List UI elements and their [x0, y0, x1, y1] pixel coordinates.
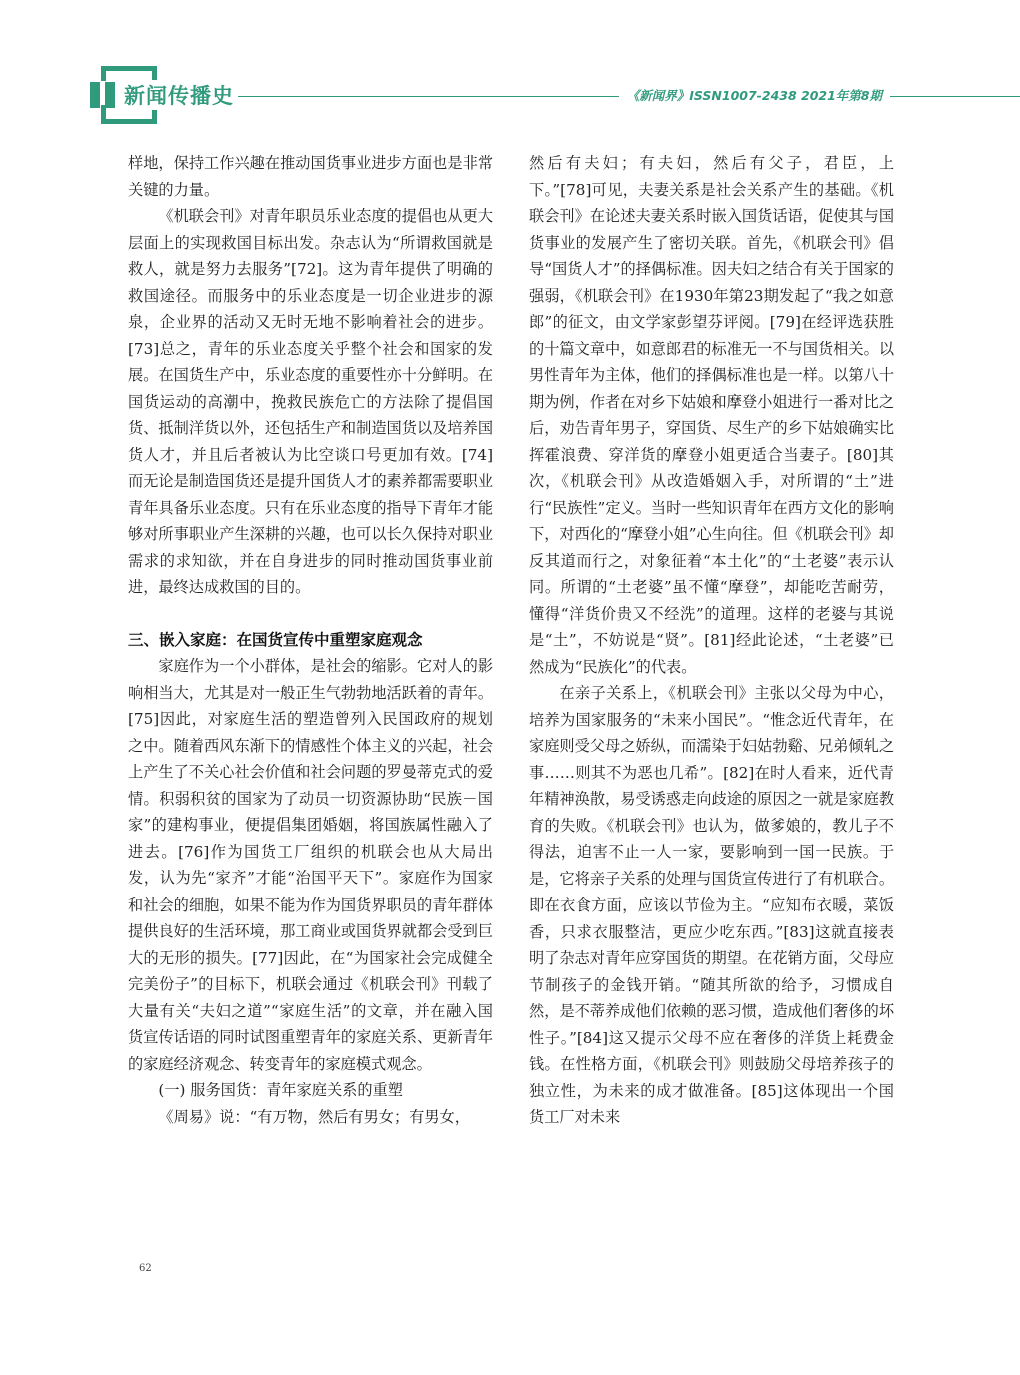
- subsection-heading: (一) 服务国货：青年家庭关系的重塑: [158, 1081, 403, 1099]
- left-column: [128, 150, 493, 1130]
- paragraph: 样地，保持工作兴趣在推动国货事业进步方面也是非常关键的力量。: [128, 154, 493, 199]
- paragraph: 家庭作为一个小群体，是社会的缩影。它对人的影响相当大，尤其是对一般正生气勃勃地活跃着的青年。[75]因此，对家庭生活的塑造曾列入民国政府的规划之中。随着西风东渐下的情感性个体主义的兴起，社会上产生了不关心社会价值和社会问题的罗曼蒂克式的爱情。积弱积贫的国家为了动员一切资源协助“民族－国家”的建构事业，便提倡集团婚姻，将国族属性融入了进去。[76]作为国货工厂组织的机联会也从大局出发，认为先“家齐”才能“治国平天下”。家庭作为国家和社会的细胞，如果不能为作为国货界职员的青年群体提供良好的生活环境，那工商业或国货界就都会受到巨大的无形的损失。[77]因此，在“为国家社会完成健全完美份子”的目标下，机联会通过《机联会刊》刊载了大量有关“夫妇之道”“家庭生活”的文章，并在融入国货宣传话语的同时试图重塑青年的家庭关系、更新青年的家庭经济观念、转变青年的家庭模式观念。: [128, 657, 493, 1073]
- section-name: 新闻传播史: [124, 80, 238, 110]
- page-header: [0, 0, 1020, 135]
- logo-bar-right: [105, 82, 115, 108]
- page-number: 62: [139, 1263, 152, 1274]
- section-heading: 三、嵌入家庭：在国货宣传中重塑家庭观念: [128, 630, 423, 649]
- paragraph: 《机联会刊》对青年职员乐业态度的提倡也从更大层面上的实现救国目标出发。杂志认为“所谓救国就是救人，就是努力去服务”[72]。这为青年提供了明确的救国途径。而服务中的乐业态度是一切企业进步的源泉，企业界的活动又无时无地不影响着社会的进步。[73]总之，青年的乐业态度关乎整个社会和国家的发展。在国货生产中，乐业态度的重要性亦十分鲜明。在国货运动的高潮中，挽救民族危亡的方法除了提倡国货、抵制洋货以外，还包括生产和制造国货以及培养国货人才，并且后者被认为比空谈口号更加有效。[74]而无论是制造国货还是提升国货人才的素养都需要职业青年具备乐业态度。只有在乐业态度的指导下青年才能够对所事职业产生深耕的兴趣，也可以长久保持对职业需求的求知欲，并在自身进步的同时推动国货事业前进，最终达成救国的目的。: [128, 207, 493, 596]
- paragraph: 《周易》说：“有万物，然后有男女；有男女，: [158, 1107, 470, 1126]
- right-column: [529, 150, 894, 1131]
- paragraph: 在亲子关系上，《机联会刊》主张以父母为中心，培养为国家服务的“未来小国民”。“惟念近代青年，在家庭则受父母之娇纵，而濡染于妇姑勃谿、兄弟倾轧之事……则其不为恶也几希”。[82]在时人看来，近代青年精神涣散，易受诱惑走向歧途的原因之一就是家庭教育的失败。《机联会刊》也认为，做爹娘的，教儿子不得法，迫害不止一人一家，要影响到一国一民族。于是，它将亲子关系的处理与国货宣传进行了有机联合。即在衣食方面，应该以节俭为主。“应知布衣暖，菜饭香，只求衣服整洁，更应少吃东西。”[83]这就直接表明了杂志对青年应穿国货的期望。在花销方面，父母应节制孩子的金钱开销。“随其所欲的给予，习惯成自然，是不蒂养成他们依赖的恶习惯，造成他们奢侈的坏性子。”[84]这又提示父母不应在奢侈的洋货上耗费金钱。在性格方面，《机联会刊》则鼓励父母培养孩子的独立性，为未来的成才做准备。[85]这体现出一个国货工厂对未来: [529, 684, 894, 1126]
- logo-bar-left: [90, 82, 100, 108]
- paragraph: 然后有夫妇；有夫妇，然后有父子，君臣，上下。”[78]可见，夫妻关系是社会关系产生的基础。《机联会刊》在论述夫妻关系时嵌入国货话语，促使其与国货事业的发展产生了密切关联。首先，《机联会刊》倡导“国货人才”的择偶标准。因夫妇之结合有关于国家的强弱，《机联会刊》在1930年第23期发起了“我之如意郎”的征文，由文学家彭望芬评阅。[79]在经评选获胜的十篇文章中，如意郎君的标准无一不与国货相关。以男性青年为主体，他们的择偶标准也是一样。以第八十期为例，作者在对乡下姑娘和摩登小姐进行一番对比之后，劝告青年男子，穿国货、尽生产的乡下姑娘确实比挥霍浪费、穿洋货的摩登小姐更适合当妻子。[80]其次，《机联会刊》从改造婚姻入手，对所谓的“土”进行“民族性”定义。当时一些知识青年在西方文化的影响下，对西化的“摩登小姐”心生向往。但《机联会刊》却反其道而行之，对象征着“本土化”的“土老婆”表示认同。所谓的“土老婆”虽不懂“摩登”，却能吃苦耐劳，懂得“洋货价贵又不经洗”的道理。这样的老婆与其说是“土”，不妨说是“贤”。[81]经此论述，“土老婆”已然成为“民族化”的代表。: [529, 154, 894, 676]
- journal-info: 《新闻界》ISSN1007-2438 2021年第8期: [619, 86, 890, 104]
